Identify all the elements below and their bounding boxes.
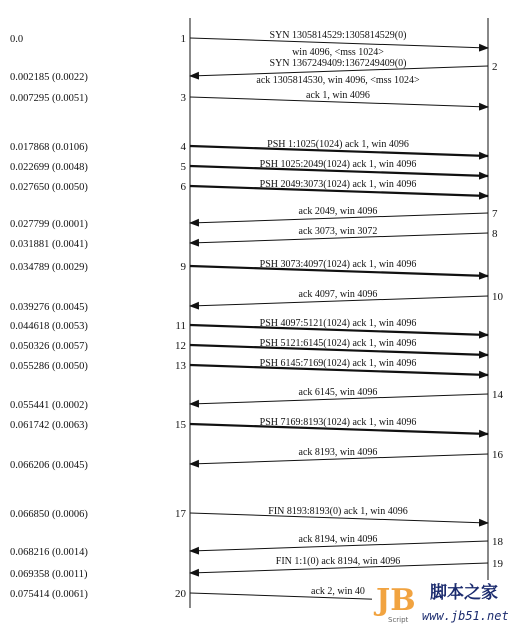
timestamp: 0.034789 (0.0029) — [10, 262, 88, 273]
segment-label: SYN 1305814529:1305814529(0) — [269, 30, 407, 41]
segment-11 — [10, 318, 488, 335]
segment-3 — [10, 90, 488, 107]
timestamp: 0.050326 (0.0057) — [10, 341, 88, 352]
segment-number: 3 — [180, 92, 186, 104]
timestamp: 0.007295 (0.0051) — [10, 93, 88, 104]
segment-rows — [10, 30, 504, 603]
segment-number: 12 — [175, 340, 186, 352]
segment-number: 15 — [175, 419, 186, 431]
segment-label: SYN 1367249409:1367249409(0) — [269, 58, 407, 69]
segment-number: 18 — [492, 536, 503, 548]
segment-number: 2 — [492, 61, 498, 73]
timestamp: 0.039276 (0.0045) — [10, 302, 88, 313]
segment-number: 1 — [180, 33, 186, 45]
svg-text:JB: JB — [376, 583, 416, 618]
segment-1 — [10, 30, 488, 58]
segment-label: ack 2, win 40 — [311, 586, 365, 597]
segment-label: ack 4097, win 4096 — [298, 289, 378, 300]
segment-9 — [10, 259, 488, 276]
segment-16 — [10, 447, 504, 471]
timestamp: 0.031881 (0.0041) — [10, 239, 88, 250]
timestamp: 0.075414 (0.0061) — [10, 589, 88, 600]
timestamp: 0.066206 (0.0045) — [10, 460, 88, 471]
svg-text:脚本之家: 脚本之家 — [430, 583, 498, 603]
segment-13 — [10, 358, 488, 375]
segment-2 — [10, 58, 498, 86]
timestamp: 0.0 — [10, 34, 24, 45]
timestamp: 0.002185 (0.0022) — [10, 72, 88, 83]
segment-label: FIN 8193:8193(0) ack 1, win 4096 — [268, 506, 408, 517]
segment-label: ack 1, win 4096 — [306, 90, 370, 101]
segment-14 — [10, 387, 504, 411]
segment-label: PSH 1025:2049(1024) ack 1, win 4096 — [259, 159, 417, 170]
segment-18 — [10, 534, 504, 558]
segment-number: 11 — [175, 320, 186, 332]
segment-label: PSH 7169:8193(1024) ack 1, win 4096 — [259, 417, 417, 428]
segment-number: 6 — [180, 181, 186, 193]
segment-4 — [10, 139, 488, 156]
segment-label: ack 3073, win 3072 — [298, 226, 378, 237]
segment-label: PSH 4097:5121(1024) ack 1, win 4096 — [259, 318, 417, 329]
segment-number: 7 — [492, 208, 498, 220]
timestamp: 0.027650 (0.0050) — [10, 182, 88, 193]
timestamp: 0.069358 (0.0011) — [10, 569, 88, 580]
segment-17 — [10, 506, 488, 523]
timestamp: 0.066850 (0.0006) — [10, 509, 88, 520]
timestamp: 0.061742 (0.0063) — [10, 420, 88, 431]
timestamp: 0.055286 (0.0050) — [10, 361, 88, 372]
segment-7 — [10, 206, 498, 230]
segment-number: 10 — [492, 291, 503, 303]
timestamp: 0.068216 (0.0014) — [10, 547, 88, 558]
segment-number: 17 — [175, 508, 186, 520]
segment-12 — [10, 338, 488, 355]
segment-number: 8 — [492, 228, 498, 240]
timestamp: 0.044618 (0.0053) — [10, 321, 88, 332]
segment-5 — [10, 159, 488, 176]
segment-10 — [10, 289, 504, 313]
segment-number: 13 — [175, 360, 186, 372]
segment-19 — [10, 556, 504, 580]
watermark-logo — [372, 580, 517, 630]
timestamp: 0.027799 (0.0001) — [10, 219, 88, 230]
segment-label: FIN 1:1(0) ack 8194, win 4096 — [275, 556, 401, 567]
segment-label: PSH 1:1025(1024) ack 1, win 4096 — [267, 139, 409, 150]
segment-number: 20 — [175, 588, 186, 600]
segment-number: 16 — [492, 449, 503, 461]
svg-text:www.jb51.net: www.jb51.net — [422, 609, 509, 623]
timestamp: 0.017868 (0.0106) — [10, 142, 88, 153]
timestamp: 0.055441 (0.0002) — [10, 400, 88, 411]
segment-label: ack 6145, win 4096 — [298, 387, 378, 398]
segment-label: PSH 5121:6145(1024) ack 1, win 4096 — [259, 338, 417, 349]
segment-label: ack 8193, win 4096 — [298, 447, 378, 458]
segment-15 — [10, 417, 488, 434]
segment-label: ack 2049, win 4096 — [298, 206, 378, 217]
segment-6 — [10, 179, 488, 196]
segment-label: PSH 6145:7169(1024) ack 1, win 4096 — [259, 358, 417, 369]
segment-number: 9 — [180, 261, 186, 273]
segment-label-2: win 4096, <mss 1024> — [292, 47, 384, 58]
segment-label: PSH 2049:3073(1024) ack 1, win 4096 — [259, 179, 417, 190]
segment-number: 5 — [180, 161, 186, 173]
timestamp: 0.022699 (0.0048) — [10, 162, 88, 173]
segment-number: 14 — [492, 389, 503, 401]
segment-number: 4 — [180, 141, 186, 153]
segment-number: 19 — [492, 558, 503, 570]
svg-text:Script: Script — [388, 616, 409, 624]
segment-label-2: ack 1305814530, win 4096, <mss 1024> — [256, 75, 420, 86]
segment-label: ack 8194, win 4096 — [298, 534, 378, 545]
segment-label: PSH 3073:4097(1024) ack 1, win 4096 — [259, 259, 417, 270]
